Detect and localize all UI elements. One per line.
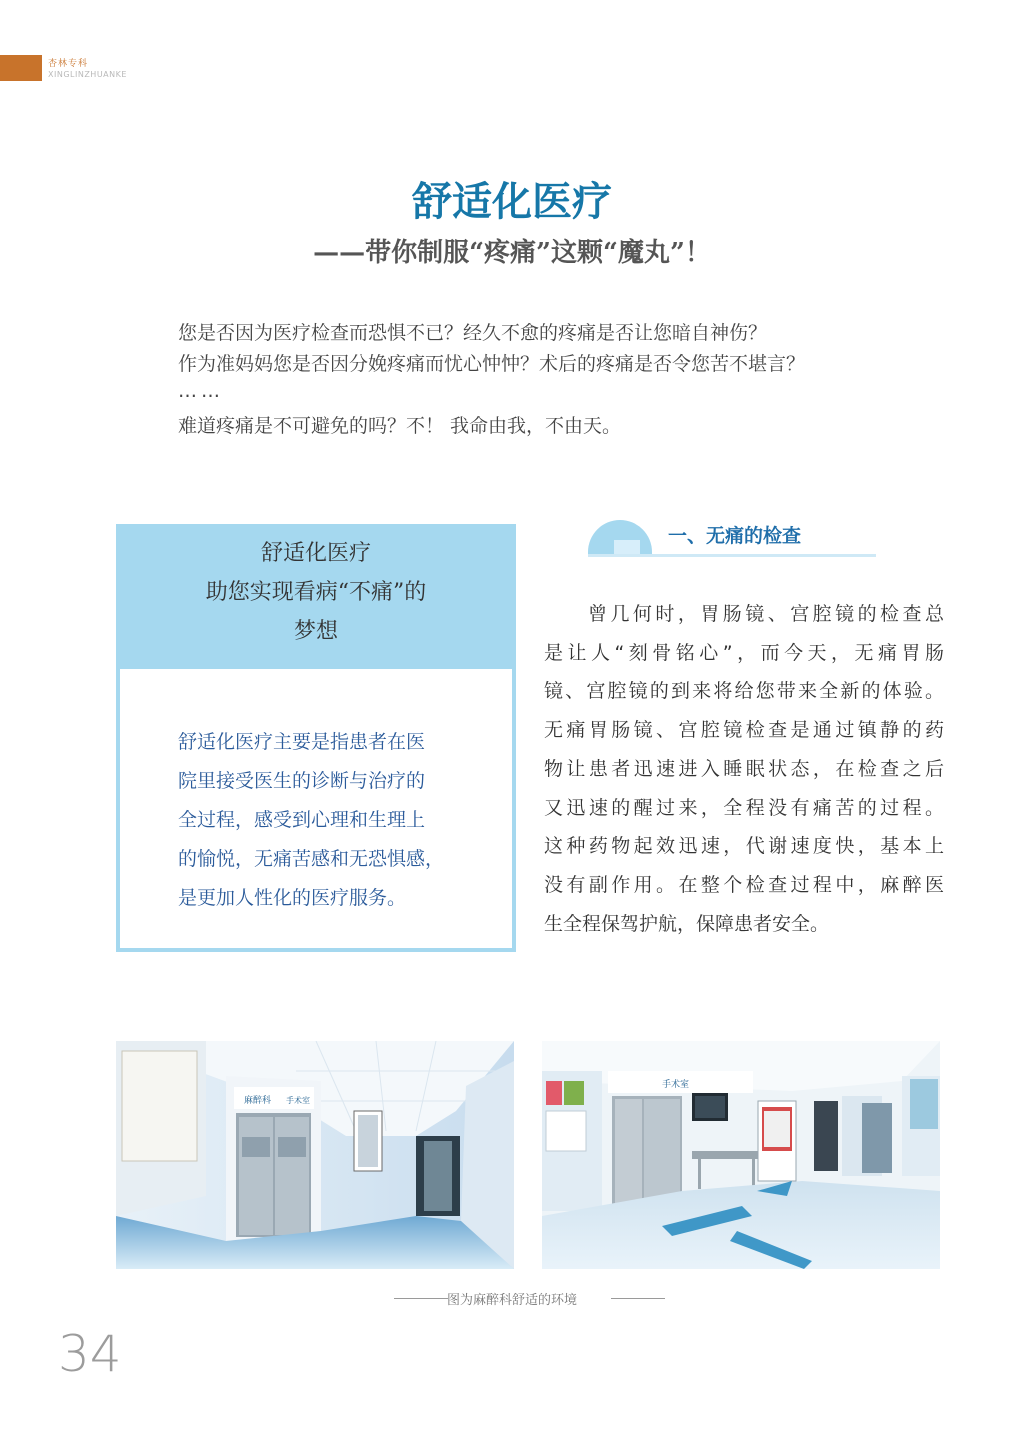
intro-line: 作为准妈妈您是否因分娩疼痛而忧心忡忡？术后的疼痛是否令您苦不堪言？ (178, 353, 806, 375)
section-body-line: 这种药物起效迅速，代谢速度快，基本上 (544, 835, 944, 858)
photo-anesthesia-waiting-area (542, 1041, 940, 1269)
section-body-line: 没有副作用。在整个检查过程中，麻醉医 (544, 873, 944, 896)
section-body-line: 曾几何时，胃肠镜、宫腔镜的检查总 (588, 603, 944, 625)
photo-caption: 图为麻醉科舒适的环境 (446, 1293, 577, 1308)
intro-line: 难道疼痛是不可避免的吗？不！ 我命由我，不由天。 (178, 415, 622, 437)
section-heading-underline (588, 554, 876, 557)
section-body-line: 是让人“刻骨铭心”，而今天，无痛胃肠 (544, 641, 944, 664)
info-box-heading (116, 534, 516, 651)
header-section-tag: 杏林专科 (48, 59, 89, 69)
article-subtitle: ——带你制服“疼痛”这颗“魔丸”！ (313, 238, 711, 268)
section-body-line: 物让患者迅速进入睡眠状态，在检查之后 (544, 757, 944, 780)
section-body (544, 595, 944, 943)
section-body-line: 又迅速的醒过来，全程没有痛苦的过程。 (544, 796, 944, 819)
info-box-heading-line: 梦想 (293, 619, 338, 644)
intro-line: 您是否因为医疗检查而恐惧不已？经久不愈的疼痛是否让您暗自神伤？ (178, 322, 768, 344)
photo-door-sign: 手术室 (662, 1080, 690, 1090)
intro-line: …… (178, 380, 224, 402)
section-body-line: 无痛胃肠镜、宫腔镜检查是通过镇静的药 (544, 719, 944, 742)
photo-door-sign: 手术室 (286, 1096, 310, 1105)
section-body-line: 生全程保驾护航，保障患者安全。 (544, 912, 830, 935)
info-box-heading-line: 助您实现看病“不痛”的 (205, 580, 427, 605)
page-number: 34 (58, 1325, 122, 1383)
info-box-body-line: 的愉悦，无痛苦感和无恐惧感， (178, 848, 445, 870)
info-box-body-line: 全过程，感受到心理和生理上 (178, 809, 426, 831)
info-box-heading-line: 舒适化医疗 (260, 541, 371, 566)
info-box-body-line: 院里接受医生的诊断与治疗的 (178, 770, 426, 792)
photo-door-sign: 麻醉科 (244, 1096, 272, 1106)
info-box-body-line: 是更加人性化的医疗服务。 (178, 887, 407, 909)
section-body-line: 镜、宫腔镜的到来将给您带来全新的体验。 (544, 680, 944, 703)
caption-rule-right (611, 1298, 665, 1299)
info-box-body (178, 723, 460, 918)
photo-operating-room-corridor (116, 1041, 514, 1269)
article-title: 舒适化医疗 (412, 178, 612, 225)
section-heading: 一、无痛的检查 (668, 525, 802, 547)
info-box-body-line: 舒适化医疗主要是指患者在医 (178, 731, 426, 753)
header-section-tag-pinyin: XINGLINZHUANKE (48, 70, 127, 79)
section-heading-decoration-icon (588, 520, 652, 556)
header-accent-bar (0, 55, 42, 81)
